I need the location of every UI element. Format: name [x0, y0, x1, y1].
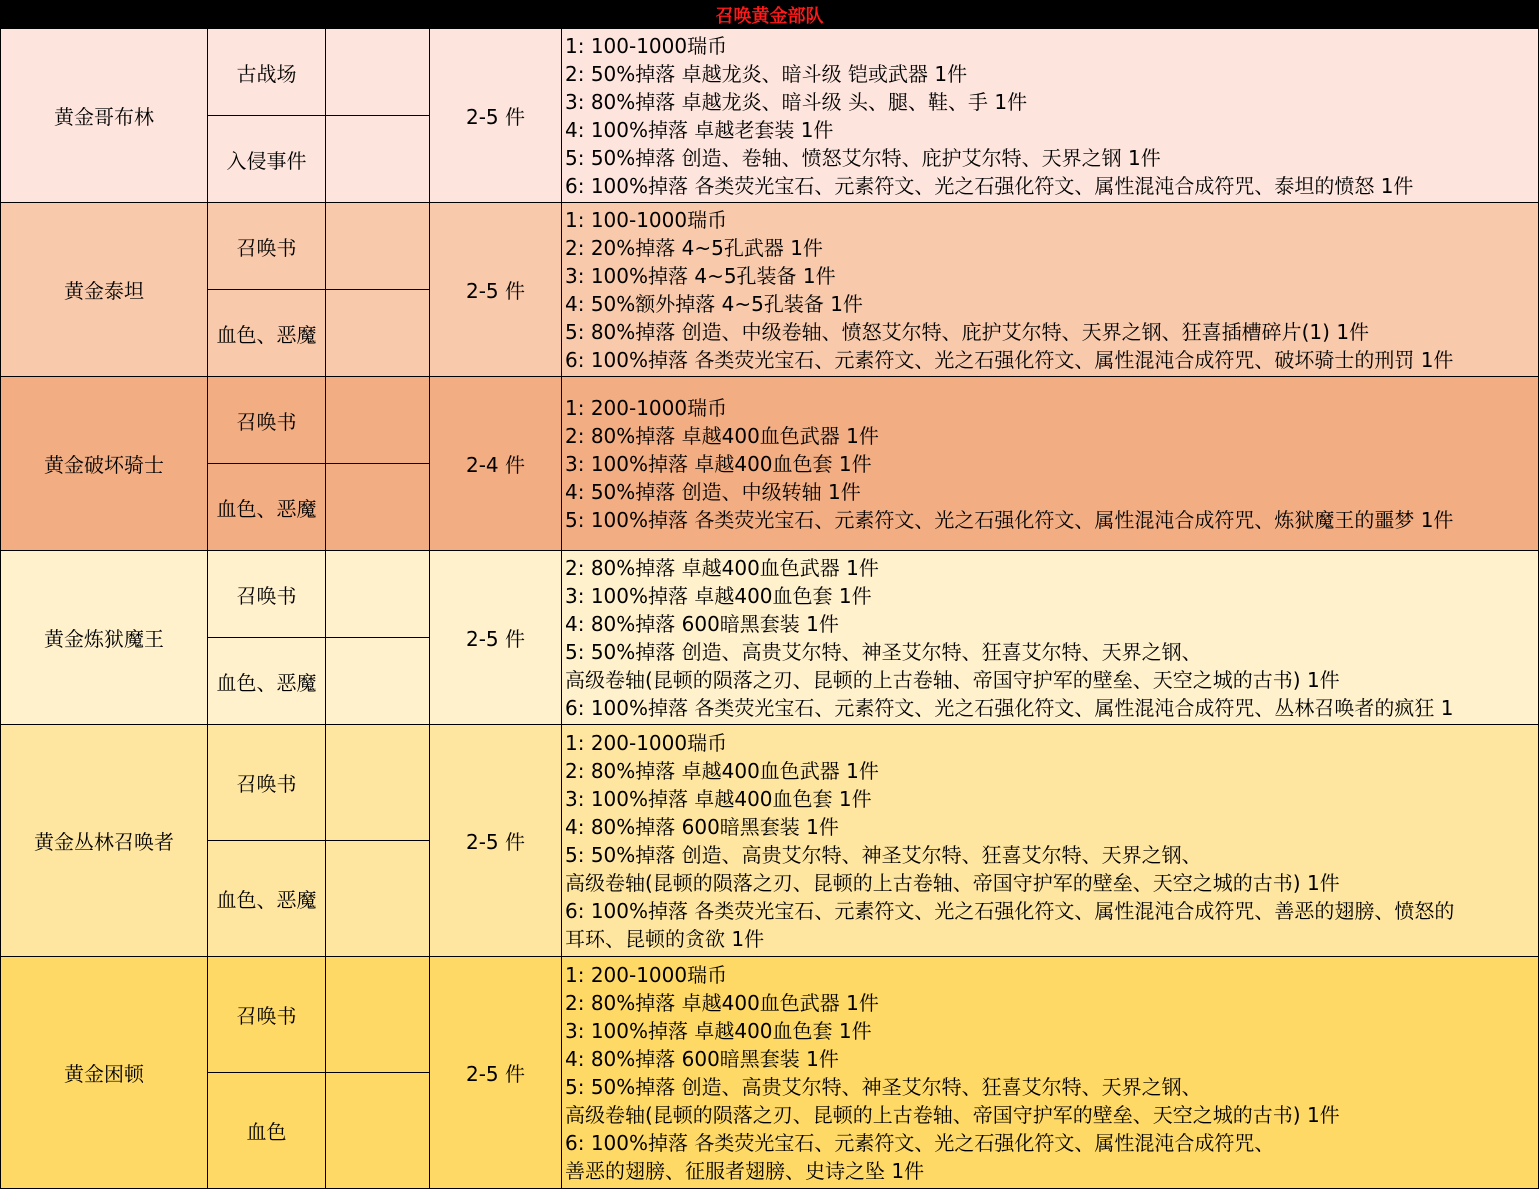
boss-name: 黄金炼狱魔王: [0, 551, 208, 724]
boss-row: [0, 551, 1539, 725]
source-secondary: 入侵事件: [208, 116, 326, 202]
empty-cell: [326, 29, 430, 116]
drop-list: [562, 725, 1539, 956]
drop-item: 4: 80%掉落 600暗黑套装 1件: [565, 611, 839, 636]
drop-item: 3: 100%掉落 卓越400血色套 1件: [565, 583, 872, 608]
boss-row: [0, 377, 1539, 551]
drop-item: 6: 100%掉落 各类荧光宝石、元素符文、光之石强化符文、属性混沌合成符咒、破坏骑士的刑罚 1件: [565, 347, 1454, 372]
drop-item: 3: 100%掉落 4~5孔装备 1件: [565, 263, 836, 288]
empty-cell: [326, 551, 430, 638]
drop-item: 高级卷轴(昆顿的陨落之刃、昆顿的上古卷轴、帝国守护军的壁垒、天空之城的古书) 1件: [565, 870, 1340, 895]
drop-list: [562, 957, 1539, 1188]
drop-list: [562, 203, 1539, 376]
drop-item: 5: 50%掉落 创造、卷轴、愤怒艾尔特、庇护艾尔特、天界之钢 1件: [565, 145, 1161, 170]
boss-name: 黄金破坏骑士: [0, 377, 208, 550]
drop-item: 4: 100%掉落 卓越老套装 1件: [565, 117, 834, 142]
boss-row: [0, 725, 1539, 957]
drop-item: 4: 50%掉落 创造、中级转轴 1件: [565, 479, 861, 504]
drop-item: 1: 200-1000瑞币: [565, 962, 728, 987]
drop-list: [562, 29, 1539, 202]
drop-item: 5: 50%掉落 创造、高贵艾尔特、神圣艾尔特、狂喜艾尔特、天界之钢、: [565, 639, 1202, 664]
boss-name: 黄金困顿: [0, 957, 208, 1188]
drop-count: 2-4 件: [430, 377, 562, 550]
drop-item: 6: 100%掉落 各类荧光宝石、元素符文、光之石强化符文、属性混沌合成符咒、泰坦的愤怒 1件: [565, 173, 1414, 198]
drop-count: 2-5 件: [430, 551, 562, 724]
source-primary: 召唤书: [208, 957, 326, 1073]
drop-item: 3: 100%掉落 卓越400血色套 1件: [565, 1018, 872, 1043]
drop-item: 1: 100-1000瑞币: [565, 207, 728, 232]
source-primary: 召唤书: [208, 377, 326, 464]
sheet-title: 召唤黄金部队: [0, 0, 1539, 29]
drop-list: [562, 551, 1539, 724]
drop-item: 2: 20%掉落 4~5孔武器 1件: [565, 235, 823, 260]
boss-row: [0, 29, 1539, 203]
drop-count: 2-5 件: [430, 203, 562, 376]
drop-list: [562, 377, 1539, 550]
drop-item: 5: 50%掉落 创造、高贵艾尔特、神圣艾尔特、狂喜艾尔特、天界之钢、: [565, 842, 1202, 867]
drop-item: 4: 50%额外掉落 4~5孔装备 1件: [565, 291, 863, 316]
drop-count: 2-5 件: [430, 29, 562, 202]
drop-item: 1: 200-1000瑞币: [565, 730, 728, 755]
drop-item: 4: 80%掉落 600暗黑套装 1件: [565, 814, 839, 839]
empty-cell: [326, 377, 430, 464]
drop-item: 6: 100%掉落 各类荧光宝石、元素符文、光之石强化符文、属性混沌合成符咒、: [565, 1130, 1275, 1155]
drop-item: 2: 80%掉落 卓越400血色武器 1件: [565, 758, 879, 783]
boss-row: [0, 203, 1539, 377]
source-secondary: 血色、恶魔: [208, 841, 326, 956]
drop-item: 4: 80%掉落 600暗黑套装 1件: [565, 1046, 839, 1071]
empty-cell: [326, 1073, 430, 1188]
source-primary: 召唤书: [208, 551, 326, 638]
drop-item: 1: 100-1000瑞币: [565, 33, 728, 58]
empty-cell: [326, 290, 430, 376]
drop-item: 耳环、昆顿的贪欲 1件: [565, 926, 765, 951]
drop-item: 1: 200-1000瑞币: [565, 395, 728, 420]
drop-item: 6: 100%掉落 各类荧光宝石、元素符文、光之石强化符文、属性混沌合成符咒、善恶的翅膀、愤怒的: [565, 898, 1455, 923]
empty-cell: [326, 638, 430, 724]
source-primary: 召唤书: [208, 203, 326, 290]
empty-cell: [326, 203, 430, 290]
drop-item: 2: 80%掉落 卓越400血色武器 1件: [565, 423, 879, 448]
drop-item: 2: 80%掉落 卓越400血色武器 1件: [565, 990, 879, 1015]
drop-item: 2: 50%掉落 卓越龙炎、暗斗级 铠或武器 1件: [565, 61, 968, 86]
drop-item: 3: 80%掉落 卓越龙炎、暗斗级 头、腿、鞋、手 1件: [565, 89, 1028, 114]
boss-name: 黄金泰坦: [0, 203, 208, 376]
source-secondary: 血色、恶魔: [208, 290, 326, 376]
drop-count: 2-5 件: [430, 725, 562, 956]
drop-count: 2-5 件: [430, 957, 562, 1188]
drop-item: 5: 100%掉落 各类荧光宝石、元素符文、光之石强化符文、属性混沌合成符咒、炼狱魔王的噩梦 1件: [565, 507, 1454, 532]
drop-item: 高级卷轴(昆顿的陨落之刃、昆顿的上古卷轴、帝国守护军的壁垒、天空之城的古书) 1件: [565, 667, 1340, 692]
boss-name: 黄金丛林召唤者: [0, 725, 208, 956]
source-primary: 古战场: [208, 29, 326, 116]
drop-item: 3: 100%掉落 卓越400血色套 1件: [565, 451, 872, 476]
empty-cell: [326, 116, 430, 202]
drop-item: 高级卷轴(昆顿的陨落之刃、昆顿的上古卷轴、帝国守护军的壁垒、天空之城的古书) 1件: [565, 1102, 1340, 1127]
source-secondary: 血色: [208, 1073, 326, 1188]
empty-cell: [326, 957, 430, 1073]
drop-item: 3: 100%掉落 卓越400血色套 1件: [565, 786, 872, 811]
boss-row: [0, 957, 1539, 1189]
drop-item: 2: 80%掉落 卓越400血色武器 1件: [565, 555, 879, 580]
drop-item: 5: 50%掉落 创造、高贵艾尔特、神圣艾尔特、狂喜艾尔特、天界之钢、: [565, 1074, 1202, 1099]
drop-item: 5: 80%掉落 创造、中级卷轴、愤怒艾尔特、庇护艾尔特、天界之钢、狂喜插槽碎片(1) 1件: [565, 319, 1370, 344]
source-primary: 召唤书: [208, 725, 326, 841]
source-secondary: 血色、恶魔: [208, 638, 326, 724]
empty-cell: [326, 464, 430, 550]
empty-cell: [326, 725, 430, 841]
empty-cell: [326, 841, 430, 956]
drop-item: 善恶的翅膀、征服者翅膀、史诗之坠 1件: [565, 1158, 925, 1183]
source-secondary: 血色、恶魔: [208, 464, 326, 550]
drop-item: 6: 100%掉落 各类荧光宝石、元素符文、光之石强化符文、属性混沌合成符咒、丛林召唤者的疯狂 1: [565, 695, 1454, 720]
boss-name: 黄金哥布林: [0, 29, 208, 202]
